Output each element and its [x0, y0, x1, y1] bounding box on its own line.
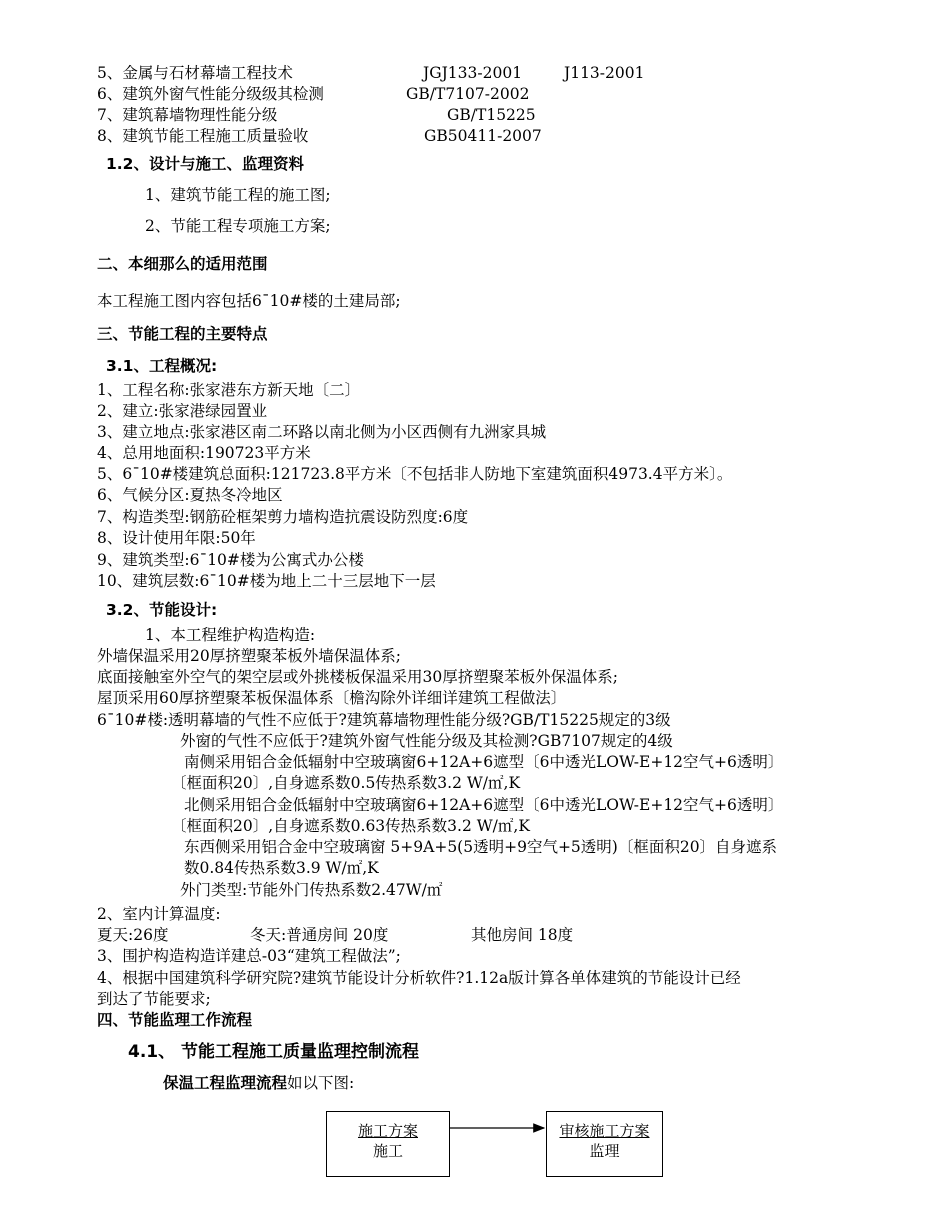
flow-box-role: 施工	[372, 1142, 403, 1160]
standard-code-2: J113-2001	[564, 64, 645, 82]
text-line: 外门类型:节能外门传热系数2.47W/㎡	[180, 881, 443, 899]
text-line: 4、根据中国建筑科学研究院?建筑节能设计分析软件?1.12a版计算各单体建筑的节能设计已经	[97, 969, 741, 987]
flow-box-review-plan	[546, 1111, 663, 1177]
list-item: 10、建筑层数:6¯10#楼为地上二十三层地下一层	[97, 572, 436, 590]
list-item: 1、建筑节能工程的施工图;	[145, 186, 331, 204]
text-line: 屋顶采用60厚挤塑聚苯板保温体系〔檐沟除外详细详建筑工程做法〕	[97, 689, 567, 707]
text-line: 2、室内计算温度:	[97, 905, 221, 923]
section-heading-2: 二、本细那么的适用范围	[97, 255, 268, 273]
text-line: 底面接触室外空气的架空层或外挑楼板保温采用30厚挤塑聚苯板外保温体系;	[97, 668, 618, 686]
flow-box-construction-plan	[326, 1111, 450, 1177]
summer-temp: 夏天:26度	[97, 926, 169, 944]
flow-intro-bold: 保温工程监理流程	[163, 1074, 288, 1092]
standard-code: GB/T7107-2002	[406, 85, 530, 103]
list-item: 6、气候分区:夏热冬冷地区	[97, 486, 283, 504]
text-line: 6¯10#楼:透明幕墙的气性不应低于?建筑幕墙物理性能分级?GB/T15225规定的3级	[97, 711, 671, 729]
standard-name: 8、建筑节能工程施工质量验收	[97, 127, 309, 145]
flow-box-title: 施工方案	[357, 1122, 418, 1140]
list-item: 2、建立:张家港绿园置业	[97, 402, 268, 420]
section-heading-1-2: 1.2、设计与施工、监理资料	[106, 155, 304, 173]
standard-name: 5、金属与石材幕墙工程技术	[97, 64, 293, 82]
text-line: 数0.84传热系数3.9 W/㎡,K	[184, 859, 379, 877]
flow-box-title: 审核施工方案	[559, 1122, 650, 1140]
list-item: 4、总用地面积:190723平方米	[97, 444, 311, 462]
text-line: 到达了节能要求;	[97, 990, 211, 1008]
text-line: 外墙保温采用20厚挤塑聚苯板外墙保温体系;	[97, 647, 401, 665]
text-line: 1、本工程维护构造构造:	[145, 626, 316, 644]
list-item: 7、构造类型:钢筋砼框架剪力墙构造抗震设防烈度:6度	[97, 508, 469, 526]
text-line: 〔框面积20〕,自身遮系数0.63传热系数3.2 W/㎡,K	[171, 817, 530, 835]
list-item: 2、节能工程专项施工方案;	[145, 217, 331, 235]
section-heading-3: 三、节能工程的主要特点	[97, 325, 268, 343]
section-heading-4-1: 4.1、 节能工程施工质量监理控制流程	[128, 1042, 420, 1062]
text-line: 北侧采用铝合金低辐射中空玻璃窗6+12A+6遮型〔6中透光LOW-E+12空气+6透明〕	[184, 796, 784, 814]
standard-name: 6、建筑外窗气性能分级级其检测	[97, 85, 324, 103]
standard-code: JGJ133-2001	[423, 64, 523, 82]
paragraph: 本工程施工图内容包括6¯10#楼的土建局部;	[97, 292, 401, 310]
text-line: 南侧采用铝合金低辐射中空玻璃窗6+12A+6遮型〔6中透光LOW-E+12空气+6透明〕	[184, 753, 784, 771]
standard-code: GB/T15225	[447, 106, 536, 124]
other-room-temp: 其他房间 18度	[471, 926, 574, 944]
list-item: 5、6¯10#楼建筑总面积:121723.8平方米〔不包括非人防地下室建筑面积4973.4平方米〕。	[97, 465, 733, 483]
text-line: 〔框面积20〕,自身遮系数0.5传热系数3.2 W/㎡,K	[171, 774, 521, 792]
list-item: 3、建立地点:张家港区南二环路以南北侧为小区西侧有九洲家具城	[97, 423, 547, 441]
list-item: 1、工程名称:张家港东方新天地〔二〕	[97, 381, 361, 399]
section-heading-4: 四、节能监理工作流程	[97, 1011, 253, 1029]
text-line: 3、围护构造构造详建总-03“建筑工程做法”;	[97, 947, 401, 965]
standard-name: 7、建筑幕墙物理性能分级	[97, 106, 278, 124]
standard-code: GB50411-2007	[424, 127, 542, 145]
list-item: 9、建筑类型:6¯10#楼为公寓式办公楼	[97, 551, 364, 569]
text-line: 东西侧采用铝合金中空玻璃窗 5+9A+5(5透明+9空气+5透明)〔框面积20〕自身遮系	[184, 838, 778, 856]
flow-box-role: 监理	[589, 1142, 620, 1160]
text-line: 外窗的气性不应低于?建筑外窗气性能分级及其检测?GB7107规定的4级	[180, 732, 673, 750]
flow-intro-rest: 如以下图:	[287, 1074, 355, 1092]
winter-temp: 冬天:普通房间 20度	[250, 926, 389, 944]
section-heading-3-2: 3.2、节能设计:	[106, 601, 218, 619]
list-item: 8、设计使用年限:50年	[97, 529, 256, 547]
section-heading-3-1: 3.1、工程概况:	[106, 357, 218, 375]
